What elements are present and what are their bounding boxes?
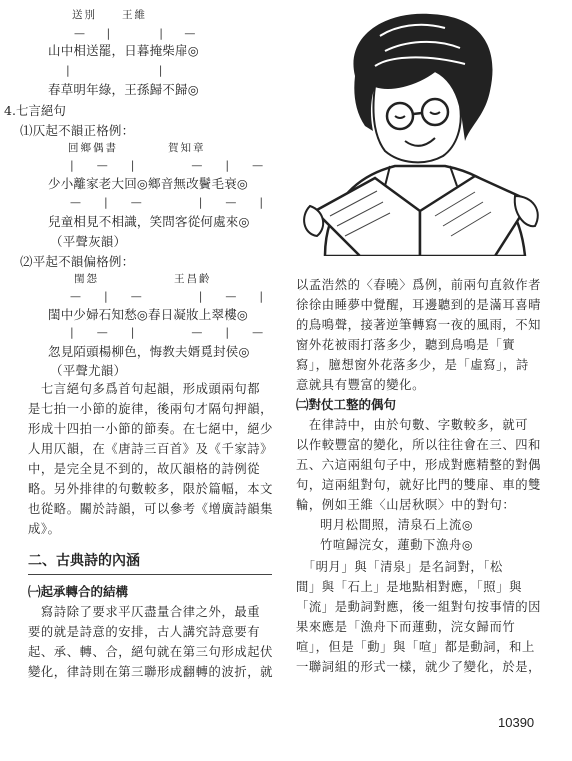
tone-marks: — | — | — | xyxy=(70,196,270,209)
poem-line: 山中相送罷，日暮掩柴扉◎ xyxy=(48,43,199,58)
paragraph-line: 的鳥鳴聲，接著逆筆轉寫一夜的風雨，不知 xyxy=(296,318,542,332)
paragraph-line: 果來應是「漁舟下而蓮動，浣女歸而竹 xyxy=(296,620,516,634)
paragraph-line: 一聯詞組的形式一樣，就少了變化，於是， xyxy=(296,660,542,674)
paragraph-line: 意就具有豐富的變化。 xyxy=(296,378,425,392)
paragraph-line: 輪，例如王維〈山居秋暝〉中的對句： xyxy=(296,498,516,512)
paragraph-line: 人用仄韻，在《唐詩三百首》及《千家詩》 xyxy=(28,442,274,456)
section-divider xyxy=(28,574,272,575)
paragraph-line: 句，這兩組對句，就好比門的雙扉、車的雙 xyxy=(296,478,542,492)
tone-marks: | — | — | — xyxy=(70,326,270,339)
section-2-heading: 二、古典詩的內涵 xyxy=(28,553,140,569)
subsection-heading: ⑴仄起不韻正格例： xyxy=(20,123,135,138)
page-number: 10390 xyxy=(498,715,535,730)
subsection-heading: ㈠起承轉合的結構 xyxy=(28,584,129,599)
tone-marks: — | — | — | xyxy=(70,290,270,303)
paragraph-line: 起、承、轉、合，絕句就在第三句形成起伏 xyxy=(28,645,274,659)
paragraph-line: 窗外花被雨打落多少，聽到鳥鳴是「實 xyxy=(296,338,516,352)
paragraph-line: 要的就是詩意的安排，古人講究詩意要有 xyxy=(28,625,261,639)
verse-line: 竹喧歸浣女，蓮動下漁舟◎ xyxy=(320,538,474,552)
reading-woman-illustration xyxy=(285,6,553,256)
rhyme-note: （平聲灰韻） xyxy=(50,234,127,249)
tone-marks: | — | — | — xyxy=(70,159,270,172)
verse-line: 明月松間照，清泉石上流◎ xyxy=(320,518,474,532)
subsection-heading: ⑵平起不韻偏格例： xyxy=(20,254,135,269)
rhyme-note: （平聲尤韻） xyxy=(50,363,127,378)
paragraph-line: 間」與「石上」是地點相對應，「照」與 xyxy=(296,580,522,594)
poem-line: 閨中少婦石知愁◎春日凝妝上翠樓◎ xyxy=(48,307,249,322)
paragraph-line: 也從略。關於詩韻，可以參考《增廣詩韻集 xyxy=(28,502,274,516)
paragraph-line: 五、六這兩組句子中，形成對應精整的對偶 xyxy=(296,458,542,472)
paragraph-line: 中，是完全見不到的，故仄韻格的詩例從 xyxy=(28,462,261,476)
paragraph-line: 略。另外排律的句數較多，限於篇幅，本文 xyxy=(28,482,274,496)
paragraph-line: 變化，律詩則在第三聯形成翻轉的波折，就 xyxy=(28,665,274,679)
poem-line: 春草明年綠，王孫歸不歸◎ xyxy=(48,82,199,97)
tone-marks: — | | — xyxy=(74,27,205,40)
paragraph-line: 成》。 xyxy=(28,522,61,536)
paragraph-line: 徐徐由睡夢中覺醒，耳邊聽到的是滿耳喜晴 xyxy=(296,298,542,312)
tone-marks: | | xyxy=(66,64,172,77)
paragraph-line: 寫詩除了要求平仄盡量合律之外，最重 xyxy=(28,605,261,619)
paragraph-line: 以作較豐富的變化，所以往往會在三、四和 xyxy=(296,438,542,452)
paragraph-line: 「明月」與「清泉」是名詞對，「松 xyxy=(296,560,503,574)
paragraph-line: 以孟浩然的〈春曉〉爲例，前兩句直敘作者 xyxy=(296,278,542,292)
section-4-heading: 4.七言絕句 xyxy=(4,103,66,118)
paragraph-line: 喧」，但是「動」與「喧」都是動詞，和上 xyxy=(296,640,535,654)
poem1-title: 送別 王維 xyxy=(72,9,147,21)
paragraph-line: 是七拍一小節的旋律，後兩句才隔句押韻， xyxy=(28,402,274,416)
paragraph-line: 七言絕句多爲首句起韻，形成頭兩句都 xyxy=(28,382,261,396)
paragraph-line: 「流」是動詞對應，後一組對句按事情的因 xyxy=(296,600,542,614)
poem2-title: 回鄉偶書 賀知章 xyxy=(68,142,206,154)
poem3-title: 閨怨 王昌齡 xyxy=(74,273,212,285)
paragraph-line: 在律詩中，由於句數、字數較多，就可 xyxy=(296,418,529,432)
poem-line: 少小離家老大回◎鄉音無改鬢毛衰◎ xyxy=(48,176,249,191)
subsection-heading: ㈡對仗工整的偶句 xyxy=(296,397,397,412)
poem-line: 忽見陌頭楊柳色，悔教夫婿覓封侯◎ xyxy=(48,344,250,359)
poem-line: 兒童相見不相識，笑問客從何處來◎ xyxy=(48,214,250,229)
paragraph-line: 寫」，臆想窗外花落多少，是「虛寫」，詩 xyxy=(296,358,529,372)
paragraph-line: 形成十四拍一小節的節奏。在七絕中，絕少 xyxy=(28,422,274,436)
